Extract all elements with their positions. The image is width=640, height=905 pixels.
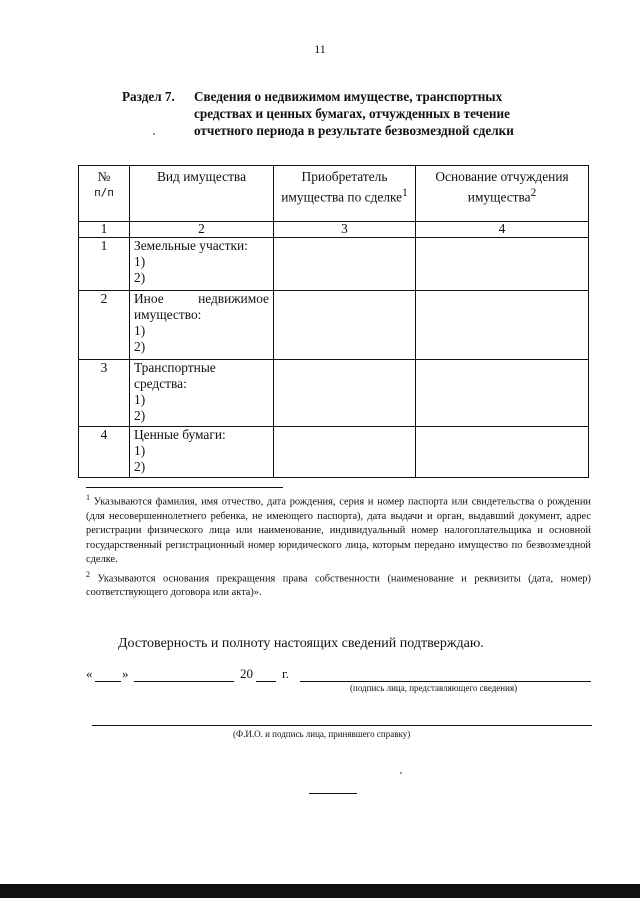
row-number: 4 [79,427,130,478]
header-text: Основание отчуждения имущества [435,169,569,205]
footnote-text: Указываются основания прекращения права собственности (наименование и реквизиты (дата, номер) соответствующего договора или акта)». [86,572,591,599]
row-number: 1 [79,238,130,291]
item-entry: 1) [134,323,146,338]
footnote-text: Указываются фамилия, имя отчество, дата рождения, серия и номер паспорта или свидетельства о рождении (для несовершеннолетнего ребенка, не имеющего паспорта), дата выдачи и орган, выдавший документ, адрес регистрации физического лица или наименование, индивидуальный номер налогоплательщика и основной государственный регистрационный номер юридического лица, которым передано имущество по безвозмездной сделке. [86,496,591,566]
table-row [79,427,589,478]
header-number-sign: № [97,169,111,184]
item-entry: 1) [134,254,146,269]
header-property-type [130,166,274,222]
footnotes [86,491,591,601]
column-number: 4 [416,222,589,238]
year-prefix: 20 [240,666,253,681]
header-acquirer [274,166,416,222]
column-number: 3 [274,222,416,238]
footnote-separator [86,487,283,488]
header-text: Вид имущества [156,169,247,184]
year-suffix: г. [282,666,290,681]
property-type-label: Земельные участки: [134,238,248,253]
item-entry: 2) [134,270,146,285]
item-entry: 1) [134,392,146,407]
acquirer-cell[interactable] [274,291,416,360]
row-number: 2 [79,291,130,360]
open-quote: « [86,666,93,681]
property-table [78,165,589,478]
section-title-line: Сведения о недвижимом имуществе, транспортных [194,89,503,104]
item-entry: 2) [134,408,146,423]
table-row [79,291,589,360]
scan-speck [153,133,155,135]
footnote-1 [86,491,591,568]
table-row [79,360,589,427]
header-basis [416,166,589,222]
property-type-label: Транспортные [134,360,216,375]
row-property-type [130,291,274,360]
basis-cell[interactable] [416,427,589,478]
item-entry: 1) [134,443,146,458]
property-type-label: средства: [134,376,187,391]
confirmation-statement: Достоверность и полноту настоящих сведений подтверждаю. [118,636,484,651]
property-type-label: Иное недвижимое [134,291,269,306]
page-number: 11 [314,42,326,56]
header-number [79,166,130,222]
footnote-ref: 2 [530,187,537,199]
header-text: Приобретатель имущества по сделке [281,169,403,205]
section-title-line: средствах и ценных бумагах, отчужденных в течение [194,106,510,121]
basis-cell[interactable] [416,238,589,291]
row-property-type [130,360,274,427]
signature-field[interactable] [300,681,591,682]
property-type-label: Ценные бумаги: [134,427,226,442]
footnote-ref: 1 [402,187,408,199]
receiver-signature-field[interactable] [92,725,592,726]
table-row [79,238,589,291]
receiver-caption: (Ф.И.О. и подпись лица, принявшего справку) [233,729,411,739]
section-label: Раздел 7. [122,89,175,104]
signature-caption: (подпись лица, представляющего сведения) [350,683,518,693]
basis-cell[interactable] [416,291,589,360]
table-header-row [79,166,589,222]
acquirer-cell[interactable] [274,360,416,427]
footnote-2 [86,568,591,601]
item-entry: 2) [134,339,146,354]
footnote-mark: 1 [86,493,90,502]
column-number: 1 [79,222,130,238]
property-type-label: имущество: [134,307,202,322]
year-field[interactable] [256,681,276,682]
month-field[interactable] [134,681,234,682]
day-field[interactable] [95,681,121,682]
section-title-line: отчетного периода в результате безвозмездной сделки [194,123,514,138]
section-heading [122,88,582,139]
scan-edge-bar [0,884,640,898]
acquirer-cell[interactable] [274,427,416,478]
item-entry: 2) [134,459,146,474]
row-property-type [130,427,274,478]
column-number-row [79,222,589,238]
scan-speck [400,772,402,774]
column-number: 2 [130,222,274,238]
section-title [194,88,582,139]
footnote-mark: 2 [86,569,90,579]
header-number-pp: п/п [94,186,114,199]
end-dash [309,793,357,794]
row-property-type [130,238,274,291]
acquirer-cell[interactable] [274,238,416,291]
close-quote: » [122,666,129,681]
basis-cell[interactable] [416,360,589,427]
row-number: 3 [79,360,130,427]
